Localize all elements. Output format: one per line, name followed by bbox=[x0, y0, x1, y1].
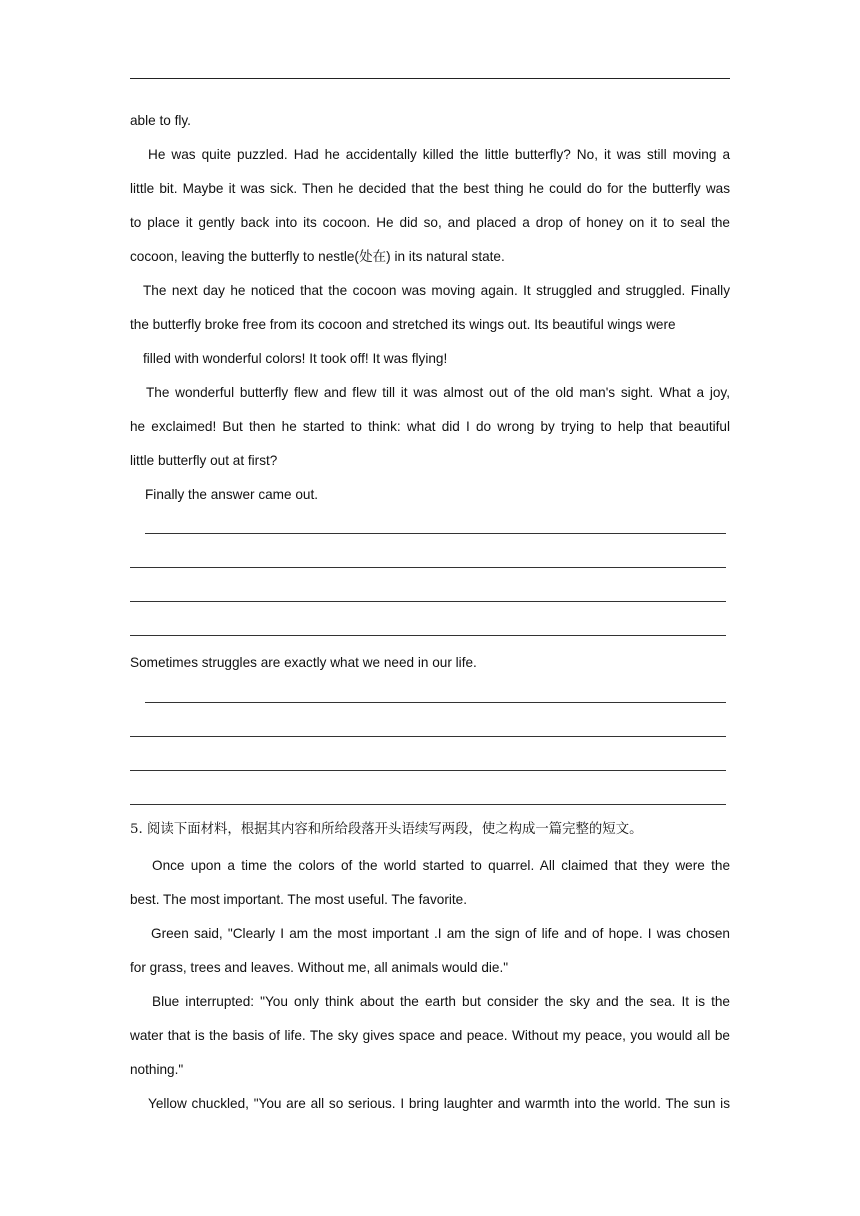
question-5-title: 5. 阅读下面材料，根据其内容和所给段落开头语续写两段，使之构成一篇完整的短文。 bbox=[130, 822, 643, 837]
story-line: he exclaimed! But then he started to think: what did I do wrong by trying to help that beautiful bbox=[130, 419, 730, 434]
story-line: The next day he noticed that the cocoon was moving again. It struggled and struggled. Finally bbox=[143, 283, 730, 298]
paragraph-opener-1: Finally the answer came out. bbox=[145, 487, 319, 502]
story-line: able to fly. bbox=[130, 113, 191, 128]
writing-blank-line[interactable] bbox=[145, 702, 726, 703]
story-line: to place it gently back into its cocoon. He did so, and placed a drop of honey on it to seal the bbox=[130, 215, 730, 230]
q5-line: Once upon a time the colors of the world started to quarrel. All claimed that they were the bbox=[152, 858, 730, 873]
story-line: filled with wonderful colors! It took off! It was flying! bbox=[143, 351, 448, 366]
writing-blank-line[interactable] bbox=[145, 533, 726, 534]
writing-blank-line[interactable] bbox=[130, 567, 726, 568]
header-rule bbox=[130, 78, 730, 79]
story-line: little butterfly out at first? bbox=[130, 453, 278, 468]
q5-line: Blue interrupted: "You only think about the earth but consider the sky and the sea. It is the bbox=[152, 994, 730, 1009]
q5-line: nothing." bbox=[130, 1062, 184, 1077]
writing-blank-line[interactable] bbox=[130, 601, 726, 602]
writing-blank-line[interactable] bbox=[130, 635, 726, 636]
q5-line: for grass, trees and leaves. Without me, all animals would die." bbox=[130, 960, 509, 975]
story-line: cocoon, leaving the butterfly to nestle(处在) in its natural state. bbox=[130, 249, 505, 264]
paragraph-opener-2: Sometimes struggles are exactly what we need in our life. bbox=[130, 655, 477, 670]
q5-line: best. The most important. The most useful. The favorite. bbox=[130, 892, 467, 907]
story-line: little bit. Maybe it was sick. Then he decided that the best thing he could do for the butterfly was bbox=[130, 181, 730, 196]
writing-blank-line[interactable] bbox=[130, 736, 726, 737]
story-line: The wonderful butterfly flew and flew till it was almost out of the old man's sight. What a joy, bbox=[146, 385, 730, 400]
q5-line: water that is the basis of life. The sky gives space and peace. Without my peace, you would all be bbox=[130, 1028, 730, 1043]
story-line: He was quite puzzled. Had he accidentally killed the little butterfly? No, it was still moving a bbox=[148, 147, 730, 162]
story-line: the butterfly broke free from its cocoon and stretched its wings out. Its beautiful wings were bbox=[130, 317, 676, 332]
writing-blank-line[interactable] bbox=[130, 770, 726, 771]
writing-blank-line[interactable] bbox=[130, 804, 726, 805]
q5-line: Green said, "Clearly I am the most important .I am the sign of life and of hope. I was chosen bbox=[151, 926, 730, 941]
q5-line: Yellow chuckled, "You are all so serious. I bring laughter and warmth into the world. The sun is bbox=[148, 1096, 730, 1111]
